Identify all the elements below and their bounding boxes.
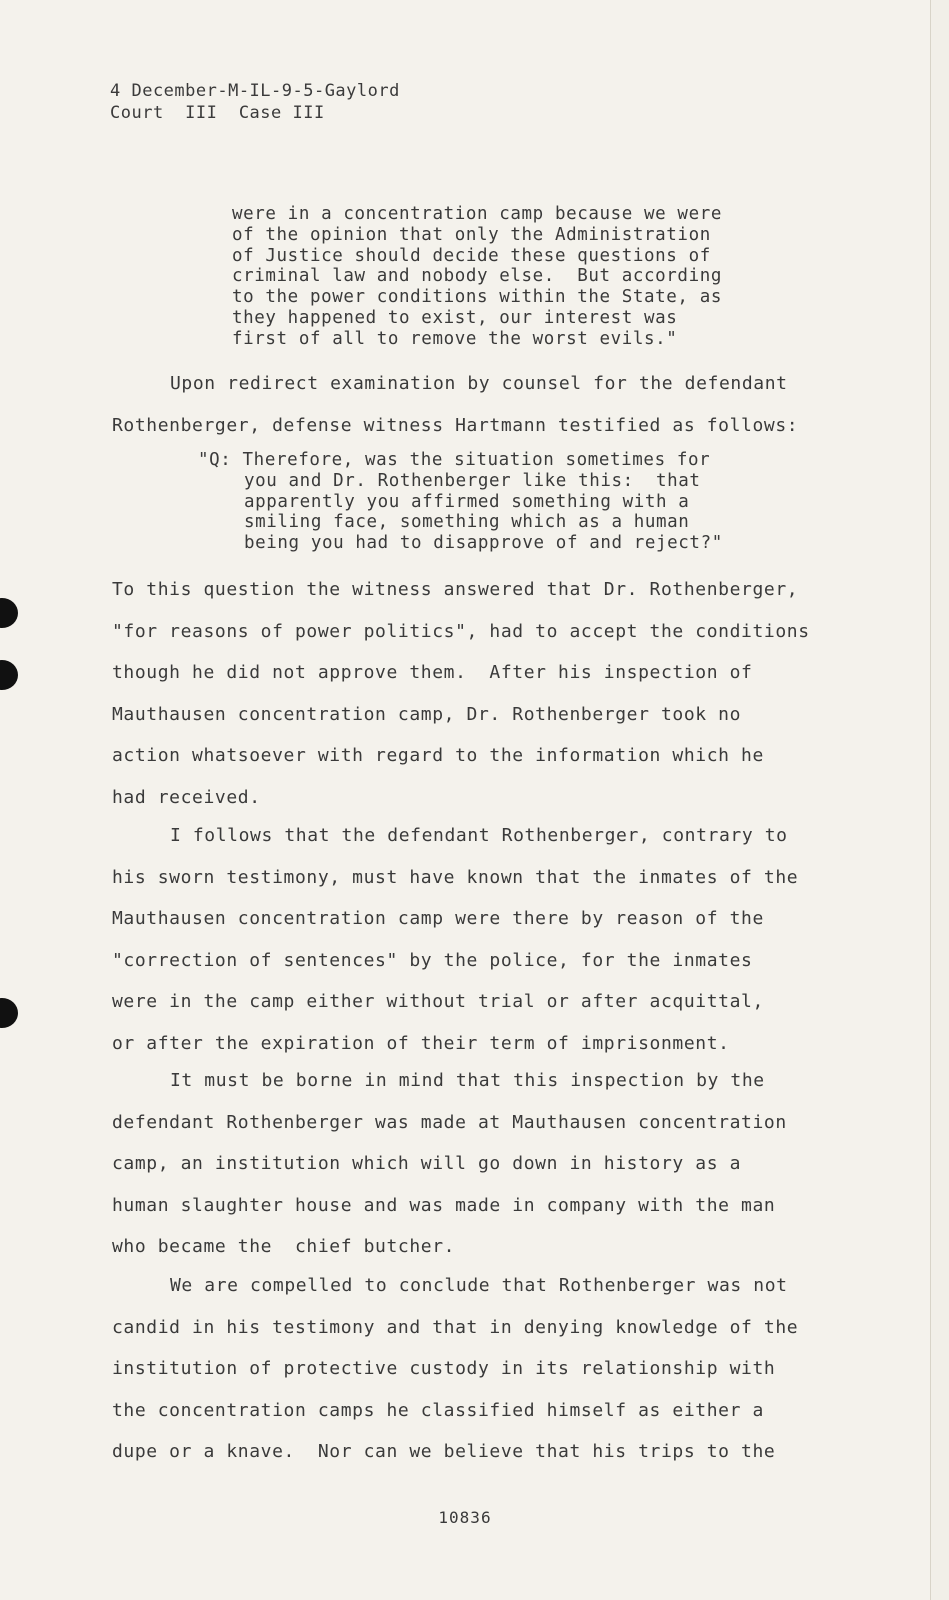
quote-line: were in a concentration camp because we were <box>232 204 722 224</box>
page-number: 10836 <box>438 1508 492 1527</box>
header-court-case: Court III Case III <box>110 103 325 123</box>
text-line: Rothenberger, defense witness Hartmann testified as follows: <box>112 414 799 436</box>
quote-line: you and Dr. Rothenberger like this: that <box>244 470 701 491</box>
text-line: had received. <box>112 786 261 808</box>
quote-line: to the power conditions within the State, as <box>232 287 722 308</box>
intro-paragraph <box>112 363 798 446</box>
text-line: camp, an institution which will go down in history as a <box>112 1153 742 1175</box>
paragraph-2 <box>112 815 798 1065</box>
text-line: action whatsoever with regard to the information which he <box>112 745 764 767</box>
quote-line: criminal law and nobody else. But according <box>232 266 722 287</box>
paragraph-4 <box>112 1265 798 1473</box>
text-line: human slaughter house and was made in company with the man <box>112 1194 776 1216</box>
quote-block-1 <box>232 204 722 350</box>
text-line: candid in his testimony and that in denying knowledge of the <box>112 1316 799 1338</box>
text-line: Upon redirect examination by counsel for the defendant <box>170 373 788 394</box>
text-line: his sworn testimony, must have known that the inmates of the <box>112 866 799 888</box>
quote-line: being you had to disapprove of and reject?" <box>244 533 723 554</box>
text-line: or after the expiration of their term of imprisonment. <box>112 1032 730 1054</box>
quote-block-2 <box>198 450 723 554</box>
text-line: "correction of sentences" by the police, for the inmates <box>112 949 753 971</box>
text-line: Mauthausen concentration camp were there by reason of the <box>112 908 764 930</box>
header-reference: 4 December-M-IL-9-5-Gaylord <box>110 81 400 101</box>
text-line: institution of protective custody in its relationship with <box>112 1358 776 1380</box>
quote-line: first of all to remove the worst evils." <box>232 328 678 349</box>
quote-line: of Justice should decide these questions of <box>232 245 711 266</box>
text-line: though he did not approve them. After his inspection of <box>112 662 753 684</box>
text-line: defendant Rothenberger was made at Mauthausen concentration <box>112 1111 787 1133</box>
quote-line: "Q: Therefore, was the situation sometimes for <box>198 450 711 470</box>
text-line: the concentration camps he classified himself as either a <box>112 1399 764 1421</box>
text-line: dupe or a knave. Nor can we believe that his trips to the <box>112 1441 776 1463</box>
document-header <box>110 80 400 124</box>
text-line: It must be borne in mind that this inspection by the <box>170 1070 765 1091</box>
quote-line: smiling face, something which as a human <box>244 512 690 533</box>
text-line: Mauthausen concentration camp, Dr. Rothenberger took no <box>112 703 742 725</box>
paragraph-1 <box>112 569 810 819</box>
text-line: I follows that the defendant Rothenberger, contrary to <box>170 825 788 846</box>
quote-line: they happened to exist, our interest was <box>232 307 678 328</box>
text-line: We are compelled to conclude that Rothenberger was not <box>170 1275 788 1296</box>
text-line: who became the chief butcher. <box>112 1236 456 1258</box>
text-line: were in the camp either without trial or after acquittal, <box>112 991 764 1013</box>
binder-hole <box>0 998 18 1028</box>
text-line: "for reasons of power politics", had to accept the conditions <box>112 620 810 642</box>
binder-hole <box>0 598 18 628</box>
quote-line: of the opinion that only the Administration <box>232 224 711 245</box>
paragraph-3 <box>112 1060 787 1268</box>
quote-line: apparently you affirmed something with a <box>244 491 690 512</box>
text-line: To this question the witness answered that Dr. Rothenberger, <box>112 579 799 600</box>
binder-hole <box>0 660 18 690</box>
